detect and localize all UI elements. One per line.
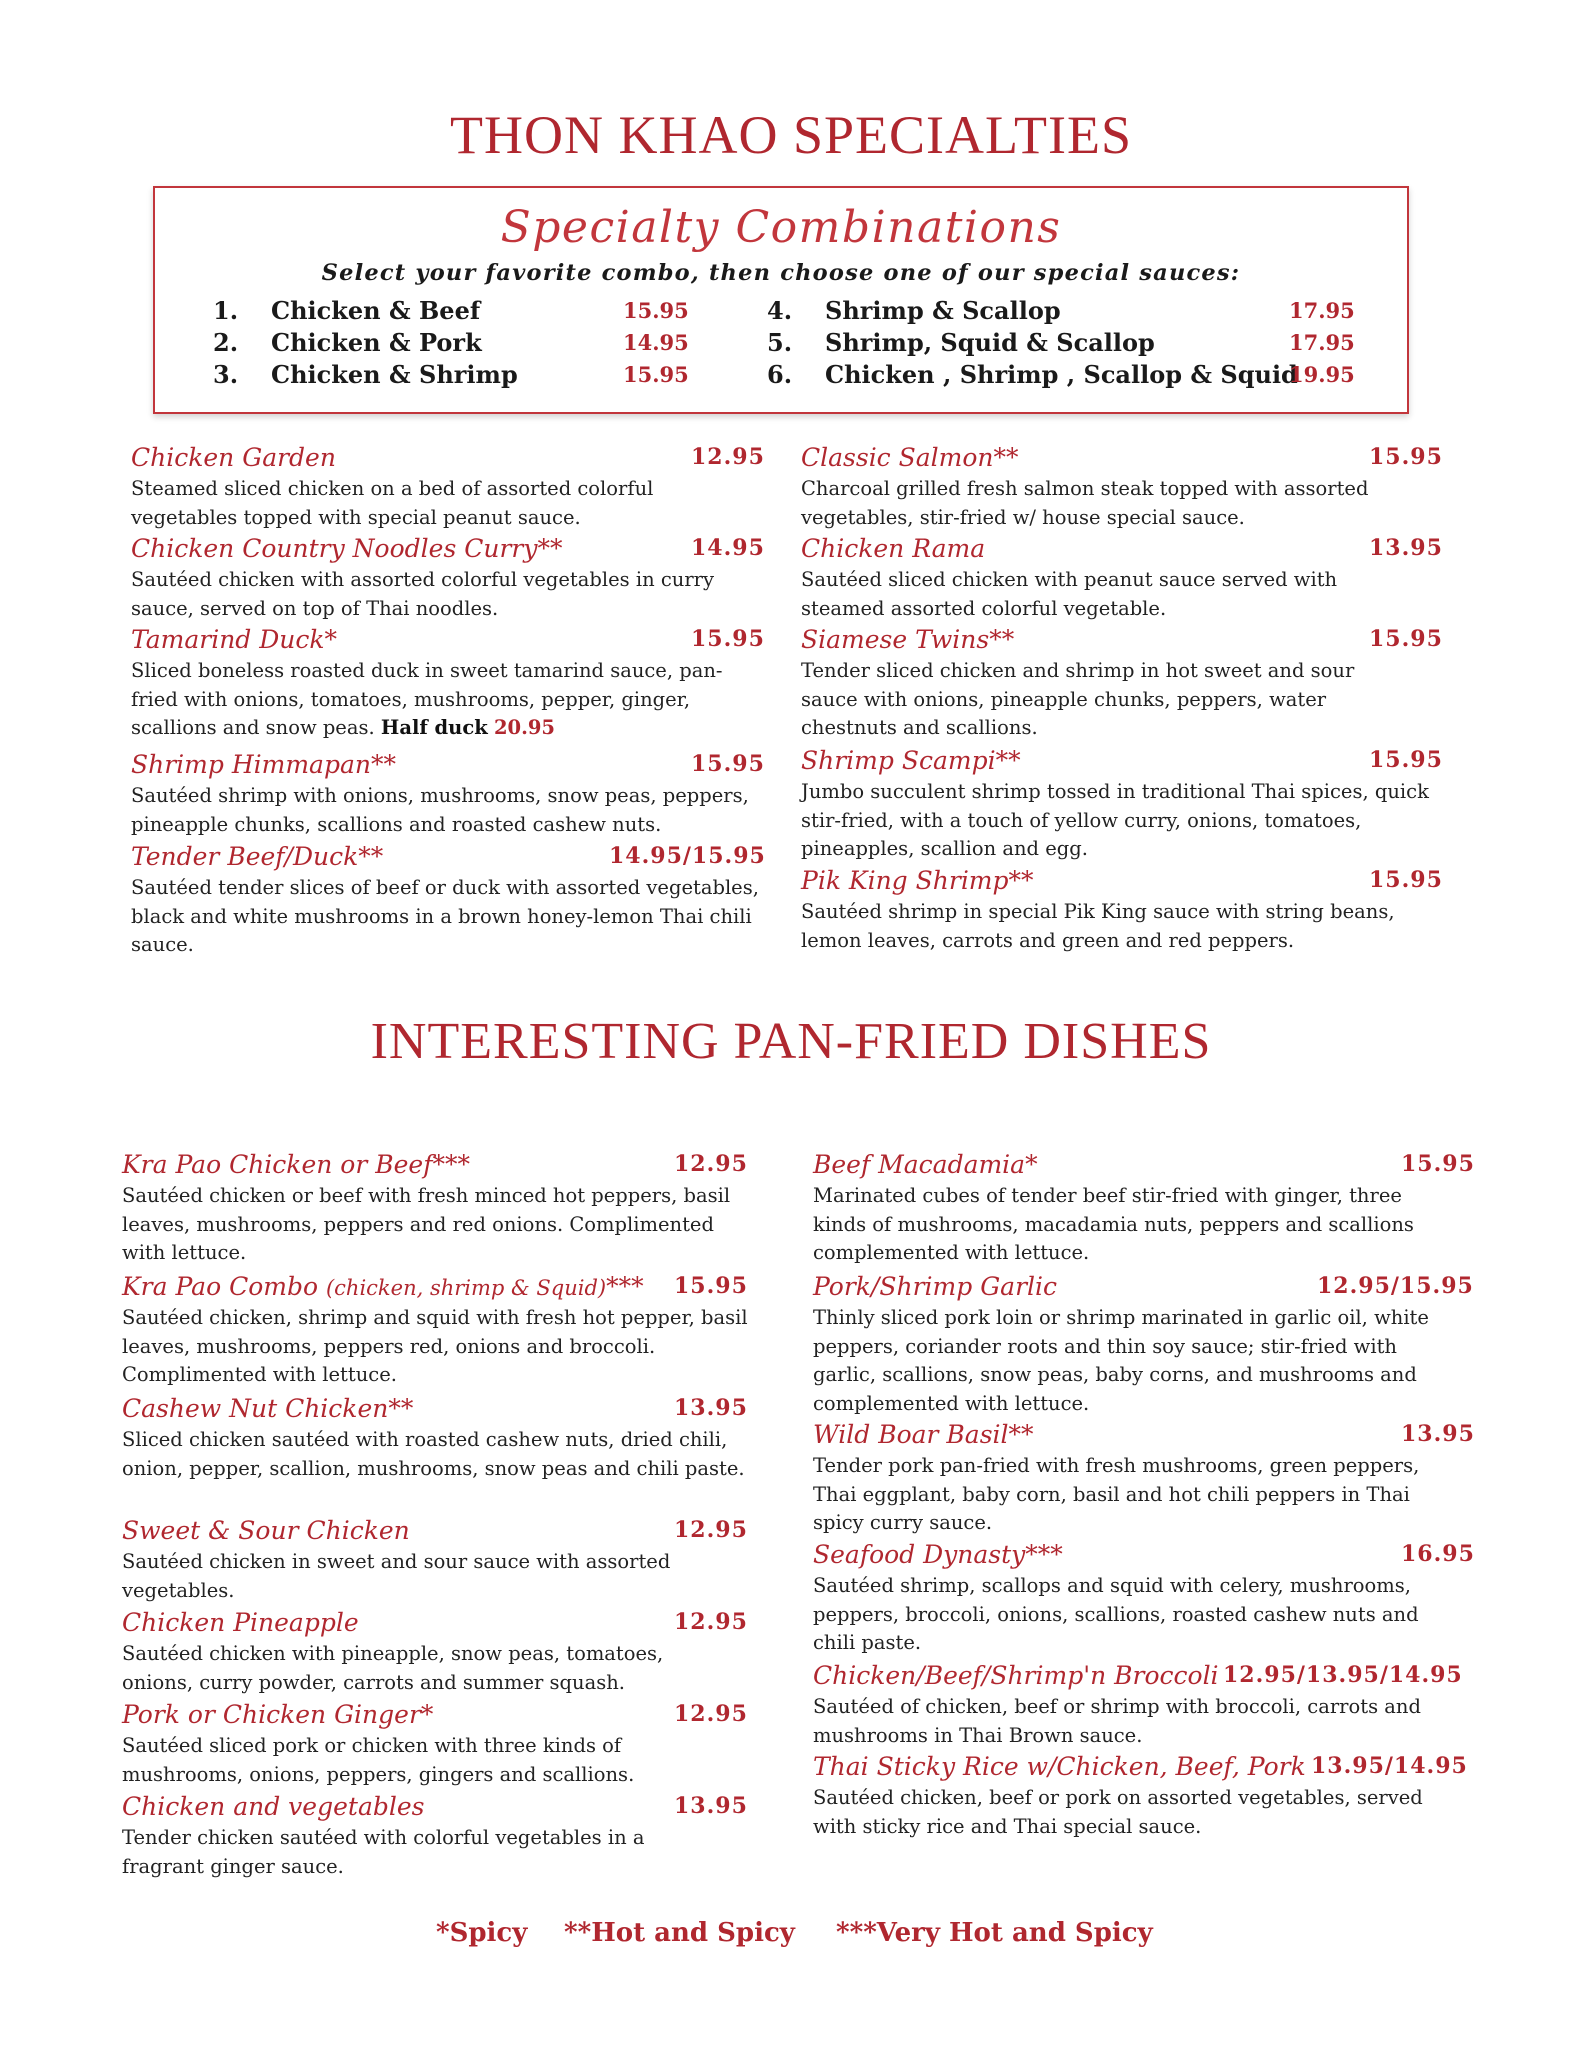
menu-item: [813, 1540, 1483, 1660]
menu-item: [122, 1516, 762, 1606]
menu-item-price: 15.95: [674, 1273, 748, 1299]
menu-item-price: 14.95: [691, 535, 765, 561]
menu-item: [813, 1272, 1483, 1422]
menu-item: [122, 1792, 762, 1882]
menu-item: [131, 625, 771, 745]
menu-item-price: 12.95: [691, 444, 765, 470]
menu-item-price: 12.95/13.95/14.95: [1223, 1662, 1463, 1688]
menu-item: [131, 534, 771, 624]
menu-item-price: 15.95: [1401, 1151, 1475, 1177]
menu-item: [813, 1420, 1483, 1540]
menu-item-description: Sautéed sliced chicken with peanut sauce served with steamed assorted colorful vegetable.: [801, 568, 1338, 620]
menu-item-description: Sautéed of chicken, beef or shrimp with broccoli, carrots and mushrooms in Thai Brown sauce.: [813, 1695, 1421, 1747]
menu-item-description: Tender sliced chicken and shrimp in hot sweet and sour sauce with onions, pineapple chunks, peppers, water chestnuts and scallions.: [801, 659, 1355, 739]
pan-fried-title: INTERESTING PAN-FRIED DISHES: [370, 1013, 1212, 1070]
menu-item-name: Sweet & Sour Chicken: [122, 1516, 410, 1545]
menu-item-description: Sautéed chicken with pineapple, snow peas, tomatoes, onions, curry powder, carrots and summer squash.: [122, 1642, 664, 1694]
combo-name: Chicken , Shrimp , Scallop & Squid: [825, 360, 1298, 389]
menu-item-price: 12.95: [674, 1609, 748, 1635]
name-spice: ***: [606, 1272, 644, 1301]
menu-item-description: Jumbo succulent shrimp tossed in traditional Thai spices, quick stir-fried, with a touch of yellow curry, onions, tomatoes, pineapples, scallion and egg.: [801, 780, 1429, 860]
menu-item-name: Shrimp Scampi**: [801, 746, 1021, 775]
menu-item-name: Chicken Garden: [131, 443, 336, 472]
description-text: Sliced boneless roasted duck in sweet tamarind sauce, pan-fried with onions, tomatoes, mushrooms, pepper, ginger, scallions and snow peas.: [131, 659, 723, 739]
menu-item-price: 13.95: [1369, 535, 1443, 561]
combo-price: 17.95: [1289, 330, 1355, 355]
menu-item-name: Shrimp Himmapan**: [131, 750, 396, 779]
menu-item-name: Tamarind Duck*: [131, 625, 338, 654]
menu-item: [122, 1272, 762, 1392]
specialties-title: THON KHAO SPECIALTIES: [449, 105, 1133, 165]
menu-item-description: Thinly sliced pork loin or shrimp marinated in garlic oil, white peppers, coriander roots and thin soy sauce; stir-fried with garlic, scallions, snow peas, baby corns, and mushrooms and complemented with lettuce.: [813, 1306, 1429, 1415]
menu-item-price: 12.95: [674, 1701, 748, 1727]
half-duck-price: 20.95: [493, 716, 555, 739]
combo-name: Chicken & Pork: [271, 328, 482, 357]
menu-item-name: Pik King Shrimp**: [801, 866, 1034, 895]
menu-item: [122, 1700, 762, 1790]
menu-item: [813, 1661, 1483, 1751]
combo-price: 17.95: [1289, 298, 1355, 323]
menu-item-price: 12.95: [674, 1517, 748, 1543]
menu-item-price: 16.95: [1401, 1541, 1475, 1567]
menu-item-description: Sautéed chicken, beef or pork on assorted vegetables, served with sticky rice and Thai special sauce.: [813, 1786, 1423, 1838]
menu-item-description: Sautéed chicken or beef with fresh minced hot peppers, basil leaves, mushrooms, peppers and red onions. Complimented with lettuce.: [122, 1184, 731, 1264]
menu-item-price: 15.95: [1369, 867, 1443, 893]
menu-item-price: 13.95: [1401, 1421, 1475, 1447]
name-detail: (chicken, shrimp & Squid): [325, 1276, 607, 1300]
combo-name: Shrimp & Scallop: [825, 296, 1061, 325]
menu-item-name: Pork/Shrimp Garlic: [813, 1272, 1058, 1301]
menu-item: [801, 443, 1441, 533]
menu-item-price: 14.95/15.95: [609, 843, 766, 869]
combo-number: 6.: [767, 360, 793, 389]
menu-item-name: Cashew Nut Chicken**: [122, 1394, 414, 1423]
menu-item-name: Chicken Pineapple: [122, 1608, 359, 1637]
menu-item-price: 15.95: [1369, 444, 1443, 470]
menu-item-description: Tender chicken sautéed with colorful vegetables in a fragrant ginger sauce.: [122, 1826, 645, 1878]
menu-item-name: Classic Salmon**: [801, 443, 1019, 472]
menu-item-name: Tender Beef/Duck**: [131, 842, 384, 871]
menu-item-price: 13.95: [674, 1395, 748, 1421]
combo-number: 3.: [213, 360, 239, 389]
menu-item-description: Charcoal grilled fresh salmon steak topped with assorted vegetables, stir-fried w/ house special sauce.: [801, 477, 1369, 529]
menu-item-description: Marinated cubes of tender beef stir-fried with ginger, three kinds of mushrooms, macadamia nuts, peppers and scallions complemented with lettuce.: [813, 1184, 1414, 1264]
menu-item-description: Sliced chicken sautéed with roasted cashew nuts, dried chili, onion, pepper, scallion, mushrooms, snow peas and chili paste.: [122, 1428, 745, 1480]
menu-item-name: Chicken and vegetables: [122, 1792, 425, 1821]
menu-item-description: Sautéed sliced pork or chicken with three kinds of mushrooms, onions, peppers, gingers and scallions.: [122, 1734, 635, 1786]
combo-subheading: Select your favorite combo, then choose one of our special sauces:: [321, 260, 1241, 286]
legend-hot-and-spicy: **Hot and Spicy: [564, 1918, 795, 1948]
menu-item-name: Chicken Rama: [801, 534, 986, 563]
menu-item-price: 13.95: [674, 1793, 748, 1819]
menu-item-price: 13.95/14.95: [1311, 1753, 1468, 1779]
combo-number: 5.: [767, 328, 793, 357]
combo-name: Shrimp, Squid & Scallop: [825, 328, 1155, 357]
combo-number: 1.: [213, 296, 239, 325]
menu-item-description: [131, 657, 761, 743]
legend-very-hot-and-spicy: ***Very Hot and Spicy: [836, 1918, 1153, 1948]
menu-item: [131, 443, 771, 533]
menu-item: [801, 746, 1441, 866]
combo-name: Chicken & Beef: [271, 296, 481, 325]
half-duck-label: Half duck: [380, 716, 488, 739]
menu-item: [122, 1608, 762, 1698]
name-main: Kra Pao Combo: [122, 1272, 326, 1301]
menu-item-description: Sautéed chicken in sweet and sour sauce with assorted vegetables.: [122, 1550, 671, 1602]
menu-item-description: Sautéed chicken, shrimp and squid with fresh hot pepper, basil leaves, mushrooms, peppers red, onions and broccoli. Complimented with lettuce.: [122, 1306, 748, 1386]
menu-item-name: Chicken/Beef/Shrimp'n Broccoli: [813, 1661, 1219, 1690]
menu-item: [801, 534, 1441, 624]
combo-number: 2.: [213, 328, 239, 357]
menu-item-price: 15.95: [691, 751, 765, 777]
menu-item-name: Beef Macadamia*: [813, 1150, 1038, 1179]
combo-price: 15.95: [623, 362, 689, 387]
menu-item-description: Sautéed tender slices of beef or duck with assorted vegetables, black and white mushrooms in a brown honey-lemon Thai chili sauce.: [131, 876, 759, 956]
menu-item: [813, 1150, 1483, 1270]
combo-number: 4.: [767, 296, 793, 325]
menu-item-price: 15.95: [691, 626, 765, 652]
combo-heading: Specialty Combinations: [500, 202, 1062, 253]
menu-item-price: 12.95: [674, 1151, 748, 1177]
menu-item-description: Sautéed shrimp with onions, mushrooms, snow peas, peppers, pineapple chunks, scallions and roasted cashew nuts.: [131, 784, 749, 836]
menu-item-name: Kra Pao Chicken or Beef***: [122, 1150, 470, 1179]
menu-item-name: Seafood Dynasty***: [813, 1540, 1063, 1569]
menu-item-name: Wild Boar Basil**: [813, 1420, 1034, 1449]
menu-item-name: Chicken Country Noodles Curry**: [131, 534, 563, 563]
menu-item-description: Sautéed shrimp in special Pik King sauce with string beans, lemon leaves, carrots and green and red peppers.: [801, 900, 1395, 952]
menu-item: [122, 1394, 762, 1514]
menu-item-price: 15.95: [1369, 626, 1443, 652]
menu-item: [813, 1752, 1483, 1842]
legend-spicy: *Spicy: [436, 1918, 528, 1948]
menu-item: [131, 842, 781, 962]
menu-item-name: [122, 1272, 644, 1301]
menu-item-name: Siamese Twins**: [801, 625, 1015, 654]
menu-item-description: Sautéed shrimp, scallops and squid with celery, mushrooms, peppers, broccoli, onions, scallions, roasted cashew nuts and chili paste.: [813, 1574, 1419, 1654]
combo-price: 19.95: [1289, 362, 1355, 387]
menu-item-name: Thai Sticky Rice w/Chicken, Beef, Pork: [813, 1752, 1306, 1781]
menu-item: [122, 1150, 762, 1270]
menu-item-description: Sautéed chicken with assorted colorful vegetables in curry sauce, served on top of Thai noodles.: [131, 568, 714, 620]
combo-name: Chicken & Shrimp: [271, 360, 518, 389]
menu-item-description: Steamed sliced chicken on a bed of assorted colorful vegetables topped with special peanut sauce.: [131, 477, 654, 529]
combo-price: 14.95: [623, 330, 689, 355]
menu-item-price: 15.95: [1369, 747, 1443, 773]
menu-item: [801, 625, 1441, 745]
menu-item-price: 12.95/15.95: [1317, 1273, 1474, 1299]
menu-item: [131, 750, 771, 840]
menu-item-description: Tender pork pan-fried with fresh mushrooms, green peppers, Thai eggplant, baby corn, basil and hot chili peppers in Thai spicy curry sauce.: [813, 1454, 1420, 1534]
menu-item-name: Pork or Chicken Ginger*: [122, 1700, 434, 1729]
menu-item: [801, 866, 1441, 956]
specialty-combinations-box: [153, 186, 1409, 414]
combo-price: 15.95: [623, 298, 689, 323]
